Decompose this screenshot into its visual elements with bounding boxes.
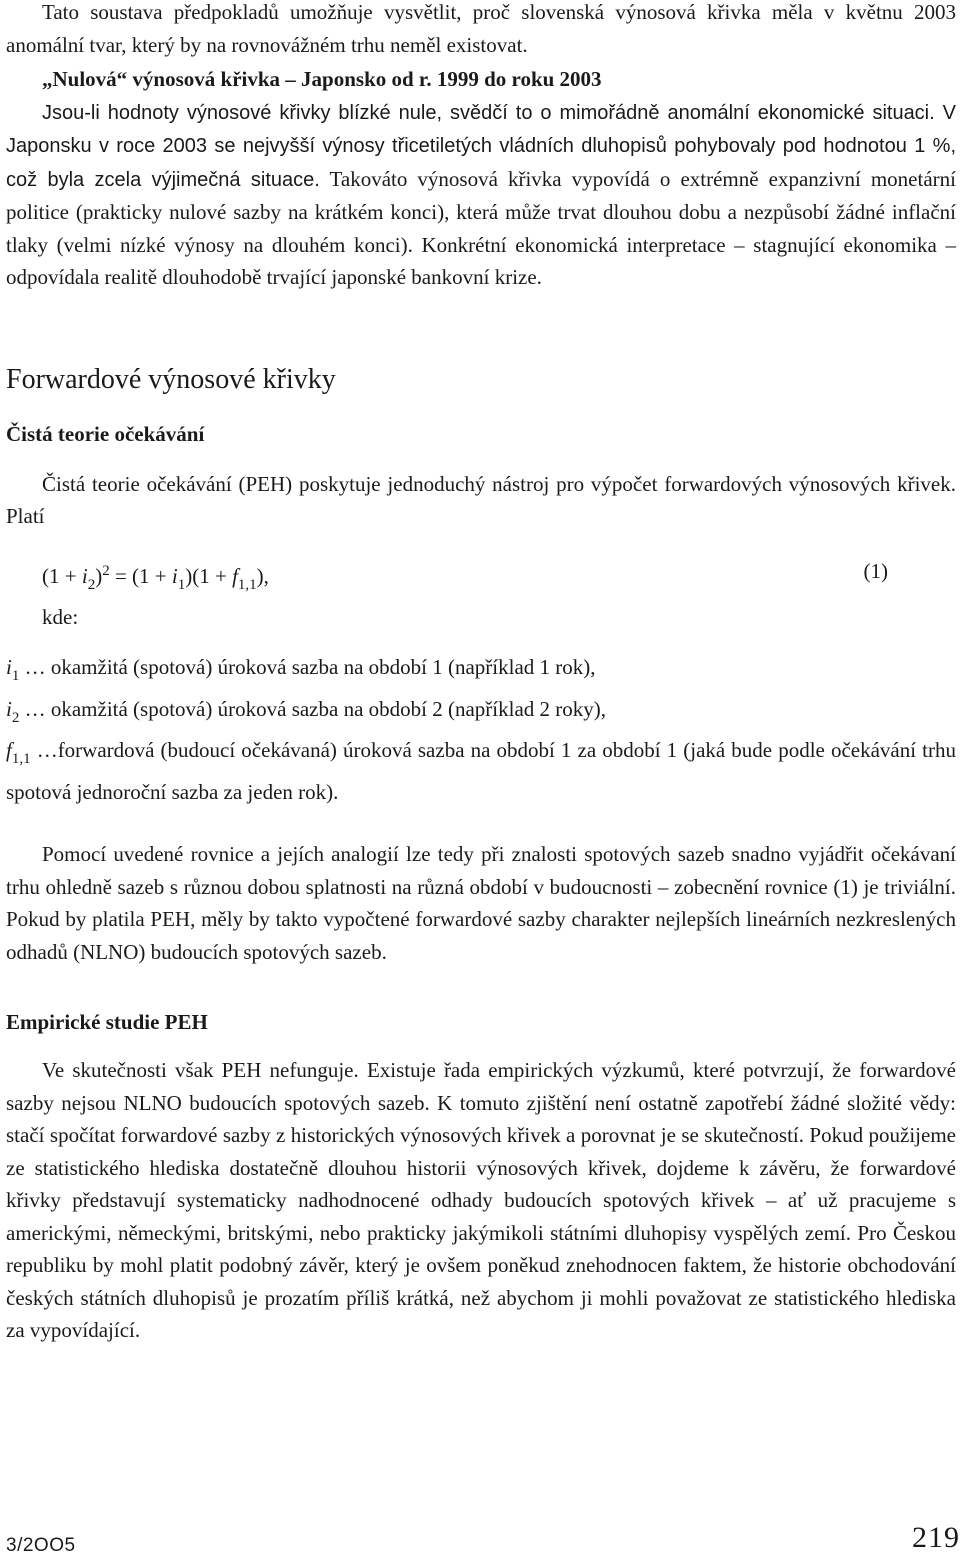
japan-paragraph-sans: Jsou-li hodnoty výnosové křivky blízké nule, svědčí to o mimořádně anomální ekonomické situaci. V Japonsku v roce 2003 se nejvyšší výnosy třicetiletých vládních dluhopisů pohybovaly pod hodnotou 1 %, což byla zcela výjimečná situace. bbox=[6, 101, 956, 191]
where-label: kde: bbox=[42, 604, 79, 629]
page-number: 219 bbox=[912, 1521, 960, 1554]
japan-paragraph bbox=[6, 96, 956, 294]
section-title: Forwardové výnosové křivky bbox=[6, 363, 336, 395]
japan-paragraph-serif: Takováto výnosová křivka vypovídá o extrémně expanzivní monetární politice (prakticky nulové sazby na krátkém konci), která může trvat dlouhou dobu a nezpůsobí žádné inflační tlaky (velmi nízké výnosy na dlouhém konci). Konkrétní ekonomická interpretace – stagnující ekonomika – odpovídala realitě dlouhodobě trvající japonské bankovní krize. bbox=[6, 166, 956, 289]
empirical-heading: Empirické studie PEH bbox=[6, 1010, 208, 1034]
definition-item: $i_2$ … okamžitá (spotová) úroková sazba na období 2 (například 2 roky), bbox=[6, 696, 607, 726]
document-page bbox=[6, 0, 956, 1347]
japan-heading: „Nulová“ výnosová křivka – Japonsko od r. 1999 do roku 2003 bbox=[42, 67, 602, 91]
peh-paragraph: Pomocí uvedené rovnice a jejích analogií lze tedy při znalosti spotových sazeb snadno vyjádřit očekávaní trhu ohledně sazeb s různou dobou splatnosti na různá období v budoucnosti – zobecnění rovnice (1) je triviální. Pokud by platila PEH, měly by takto vypočtené forwardové sazby charakter nejlepších lineárních nezkreslených odhadů (NLNO) budoucích spotových sazeb. bbox=[6, 842, 956, 964]
equation: $(1 + i_2)^2 = (1 + i_1)(1 + f_{1,1})$, bbox=[42, 562, 269, 593]
definitions-list bbox=[6, 651, 956, 808]
definition-item: $f_{1,1}$ …forwardová (budoucí očekávaná) úroková sazba na období 1 za období 1 (jaká bude podle očekávání trhu spotová jednoroční sazba za jeden rok). bbox=[6, 738, 956, 804]
equation-row bbox=[6, 555, 956, 593]
empirical-paragraph: Ve skutečnosti však PEH nefunguje. Existuje řada empirických výzkumů, které potvrzují, že forwardové sazby nejsou NLNO budoucích spotových sazeb. K tomuto zjištění není ostatně zapotřebí žádné složité vědy: stačí spočítat forwardové sazby z historických výnosových křivek a porovnat je se skutečností. Pokud použijeme ze statistického hlediska dostatečně dlouhou historii výnosových křivek, dojdeme k závěru, že forwardové křivky představují systematicky nadhodnocené odhady budoucích spotových křivek – ať už pracujeme s americkými, německými, britskými, nebo prakticky jakýmikoli státními dluhopisy vyspělých zemí. Pro Českou republiku by mohl platit podobný závěr, který je ovšem poněkud znehodnocen faktem, že historie obchodování českých státních dluhopisů je prozatím příliš krátká, než abychom ji mohli považovat ze statistického hlediska za vypovídající. bbox=[6, 1058, 956, 1342]
issue-label: 3/2OO5 bbox=[6, 1535, 76, 1556]
subsection-title: Čistá teorie očekávání bbox=[6, 421, 205, 446]
peh-intro-paragraph: Čistá teorie očekávání (PEH) poskytuje jednoduchý nástroj pro výpočet forwardových výnosových křivek. Platí bbox=[6, 471, 956, 528]
intro-paragraph: Tato soustava předpokladů umožňuje vysvětlit, proč slovenská výnosová křivka měla v květnu 2003 anomální tvar, který by na rovnovážném trhu neměl existovat. bbox=[6, 0, 956, 57]
definition-item: $i_1$ … okamžitá (spotová) úroková sazba na období 1 (například 1 rok), bbox=[6, 655, 596, 684]
equation-number: (1) bbox=[863, 558, 888, 583]
